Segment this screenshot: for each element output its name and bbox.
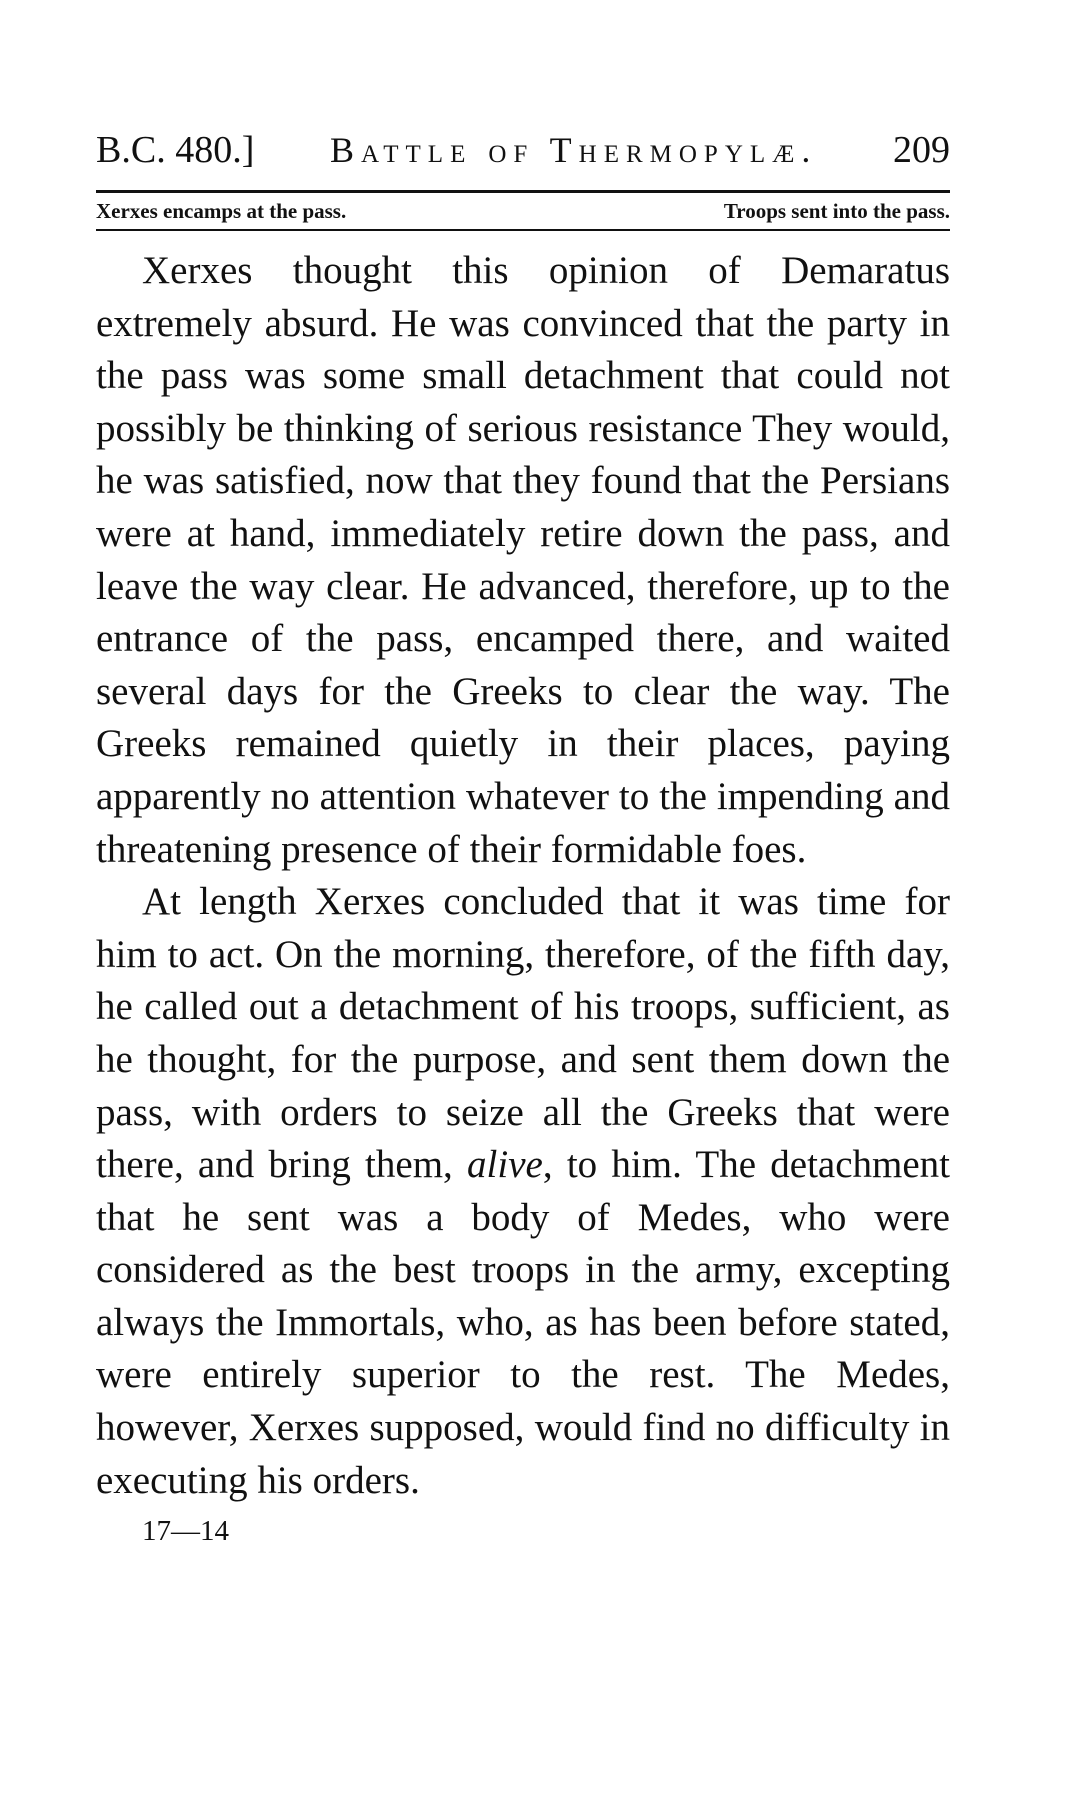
header-date: B.C. 480.] <box>96 129 255 171</box>
body-text <box>96 245 950 1507</box>
paragraph-2 <box>96 876 950 1507</box>
paragraph-1: Xerxes thought this opinion of Demaratus extremely absurd. He was convinced that the party in the pass was some small detachment that could not possibly be thinking of serious resistance They would, he was satisfied, now that they found that the Persians were at hand, immediately retire down the pass, and leave the way clear. He advanced, therefore, up to the entrance of the pass, encamped there, and waited several days for the Greeks to clear the way. The Greeks remained quietly in their places, paying apparently no attention whatever to the impending and threatening presence of their formidable foes. <box>96 249 950 871</box>
sidenote-left: Xerxes encamps at the pass. <box>96 199 347 223</box>
sidenote-rule <box>96 229 950 231</box>
sidenote-right: Troops sent into the pass. <box>723 199 950 223</box>
paragraph-2-start: At length Xerxes concluded that it was time for him to act. On the morning, therefore, of the fifth day, he called out a detachment of his troops, sufficient, as he thought, for the purpose, and sent them down the pass, with orders to seize all the Greeks that were there, and bring them, <box>96 880 950 1187</box>
paragraph-2-end: , to him. The detachment that he sent was a body of Medes, who were considered as the best troops in the army, excepting always the Immortals, who, as has been before stated, were entirely superior to the rest. The Medes, however, Xerxes supposed, would find no difficulty in executing his orders. <box>96 1143 951 1502</box>
book-page <box>96 118 950 1553</box>
page-number: 209 <box>893 129 950 171</box>
running-head <box>96 118 950 182</box>
signature-mark: 17—14 <box>142 1515 229 1548</box>
header-title: Battle of Thermopylæ. <box>329 130 818 170</box>
sidenote-bar <box>96 193 950 229</box>
paragraph-2-italic: alive <box>467 1143 543 1187</box>
